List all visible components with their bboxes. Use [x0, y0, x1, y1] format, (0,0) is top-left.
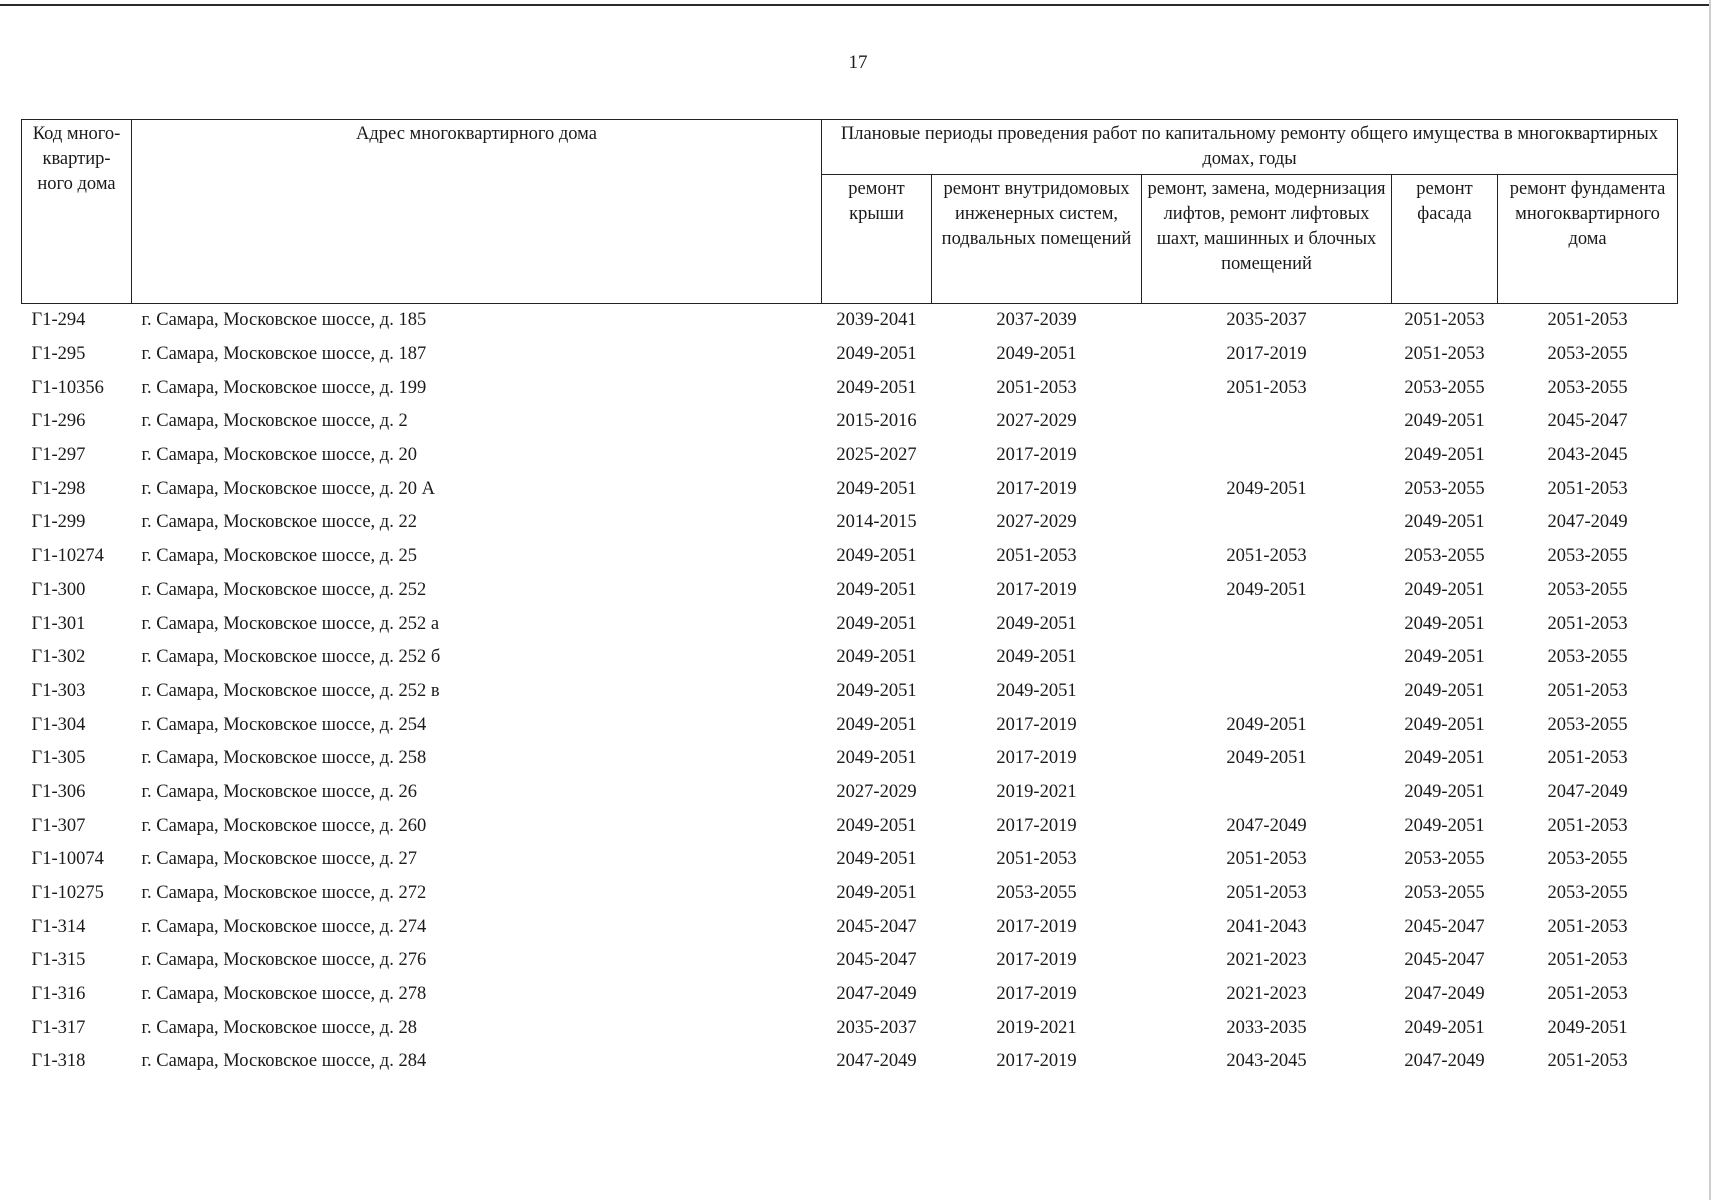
table-row	[22, 675, 1678, 709]
cell-address: г. Самара, Московское шоссе, д. 254	[141, 714, 427, 735]
cell-roof: 2049-2051	[836, 849, 917, 870]
cell-lifts: 2049-2051	[1226, 748, 1307, 769]
cell-roof: 2047-2049	[836, 984, 917, 1005]
cell-systems: 2049-2051	[996, 344, 1077, 365]
cell-roof: 2049-2051	[836, 647, 917, 668]
cell-roof: 2049-2051	[836, 714, 917, 735]
cell-facade: 2053-2055	[1404, 546, 1485, 567]
cell-systems: 2051-2053	[996, 546, 1077, 567]
cell-roof: 2025-2027	[836, 445, 917, 466]
cell-address: г. Самара, Московское шоссе, д. 252 в	[141, 680, 440, 701]
cell-code: Г1-298	[31, 478, 86, 499]
cell-foundation: 2053-2055	[1547, 546, 1628, 567]
cell-systems: 2017-2019	[996, 445, 1077, 466]
cell-address: г. Самара, Московское шоссе, д. 25	[141, 546, 417, 567]
table-row	[22, 809, 1678, 843]
table-row	[22, 877, 1678, 911]
table-row	[22, 776, 1678, 810]
cell-lifts: 2051-2053	[1226, 883, 1307, 904]
cell-lifts: 2051-2053	[1226, 377, 1307, 398]
cell-foundation: 2047-2049	[1547, 512, 1628, 533]
cell-systems: 2027-2029	[996, 411, 1077, 432]
cell-roof: 2049-2051	[836, 815, 917, 836]
cell-facade: 2045-2047	[1404, 950, 1485, 971]
cell-systems: 2017-2019	[996, 984, 1077, 1005]
table-row	[22, 607, 1678, 641]
table-body	[22, 304, 1678, 1079]
cell-facade: 2049-2051	[1404, 714, 1485, 735]
table-row	[22, 405, 1678, 439]
cell-code: Г1-299	[31, 512, 86, 533]
cell-systems: 2037-2039	[996, 310, 1077, 331]
cell-foundation: 2049-2051	[1547, 1017, 1628, 1038]
table-row	[22, 910, 1678, 944]
cell-roof: 2049-2051	[836, 478, 917, 499]
table-row	[22, 708, 1678, 742]
cell-code: Г1-294	[31, 310, 86, 331]
cell-facade: 2047-2049	[1404, 1051, 1485, 1072]
cell-lifts: 2051-2053	[1226, 849, 1307, 870]
cell-code: Г1-302	[31, 647, 86, 668]
cell-address: г. Самара, Московское шоссе, д. 272	[141, 883, 427, 904]
cell-roof: 2045-2047	[836, 950, 917, 971]
cell-lifts: 2043-2045	[1226, 1051, 1307, 1072]
cell-facade: 2049-2051	[1404, 647, 1485, 668]
cell-foundation: 2051-2053	[1547, 815, 1628, 836]
cell-address: г. Самара, Московское шоссе, д. 278	[141, 984, 427, 1005]
cell-code: Г1-304	[31, 714, 86, 735]
cell-foundation: 2053-2055	[1547, 377, 1628, 398]
cell-lifts: 2021-2023	[1226, 984, 1307, 1005]
cell-code: Г1-314	[31, 916, 86, 937]
cell-code: Г1-303	[31, 680, 86, 701]
table-row	[22, 742, 1678, 776]
cell-address: г. Самара, Московское шоссе, д. 199	[141, 377, 427, 398]
cell-facade: 2049-2051	[1404, 680, 1485, 701]
cell-code: Г1-316	[31, 984, 86, 1005]
cell-code: Г1-306	[31, 781, 86, 802]
table-row	[22, 641, 1678, 675]
cell-address: г. Самара, Московское шоссе, д. 276	[141, 950, 427, 971]
cell-roof: 2049-2051	[836, 579, 917, 600]
cell-address: г. Самара, Московское шоссе, д. 252	[141, 579, 427, 600]
cell-foundation: 2053-2055	[1547, 883, 1628, 904]
cell-code: Г1-10274	[31, 546, 104, 567]
cell-facade: 2053-2055	[1404, 377, 1485, 398]
header-systems: ремонт внутридомовых инженерных систем, подвальных помещений	[932, 175, 1142, 304]
cell-code: Г1-296	[31, 411, 86, 432]
cell-systems: 2017-2019	[996, 815, 1077, 836]
cell-foundation: 2053-2055	[1547, 647, 1628, 668]
cell-systems: 2017-2019	[996, 950, 1077, 971]
table-row	[22, 1011, 1678, 1045]
cell-address: г. Самара, Московское шоссе, д. 27	[141, 849, 417, 870]
cell-facade: 2049-2051	[1404, 748, 1485, 769]
cell-facade: 2049-2051	[1404, 411, 1485, 432]
cell-code: Г1-10074	[31, 849, 104, 870]
cell-code: Г1-315	[31, 950, 86, 971]
cell-foundation: 2053-2055	[1547, 849, 1628, 870]
cell-lifts	[1142, 675, 1392, 709]
cell-roof: 2027-2029	[836, 781, 917, 802]
cell-foundation: 2043-2045	[1547, 445, 1628, 466]
cell-address: г. Самара, Московское шоссе, д. 2	[141, 411, 408, 432]
cell-address: г. Самара, Московское шоссе, д. 260	[141, 815, 427, 836]
cell-lifts: 2035-2037	[1226, 310, 1307, 331]
cell-lifts: 2049-2051	[1226, 714, 1307, 735]
repair-schedule-table	[21, 119, 1678, 1079]
header-address: Адрес многоквартирного дома	[132, 120, 822, 304]
cell-roof: 2049-2051	[836, 883, 917, 904]
header-roof: ремонт крыши	[822, 175, 932, 304]
cell-roof: 2049-2051	[836, 344, 917, 365]
cell-foundation: 2051-2053	[1547, 984, 1628, 1005]
cell-foundation: 2053-2055	[1547, 344, 1628, 365]
cell-roof: 2014-2015	[836, 512, 917, 533]
cell-address: г. Самара, Московское шоссе, д. 187	[141, 344, 427, 365]
table-row	[22, 944, 1678, 978]
cell-roof: 2047-2049	[836, 1051, 917, 1072]
cell-lifts	[1142, 506, 1392, 540]
cell-lifts	[1142, 776, 1392, 810]
cell-address: г. Самара, Московское шоссе, д. 274	[141, 916, 427, 937]
cell-systems: 2017-2019	[996, 579, 1077, 600]
table-row	[22, 371, 1678, 405]
header-code: Код много-квартир-ного дома	[22, 120, 132, 304]
cell-roof: 2049-2051	[836, 680, 917, 701]
table-row	[22, 574, 1678, 608]
cell-foundation: 2051-2053	[1547, 1051, 1628, 1072]
cell-lifts	[1142, 607, 1392, 641]
cell-roof: 2039-2041	[836, 310, 917, 331]
cell-facade: 2053-2055	[1404, 883, 1485, 904]
table-row	[22, 304, 1678, 338]
table-row	[22, 978, 1678, 1012]
cell-foundation: 2053-2055	[1547, 579, 1628, 600]
cell-foundation: 2053-2055	[1547, 714, 1628, 735]
cell-roof: 2015-2016	[836, 411, 917, 432]
cell-facade: 2049-2051	[1404, 781, 1485, 802]
cell-address: г. Самара, Московское шоссе, д. 185	[141, 310, 427, 331]
top-rule	[0, 4, 1711, 6]
cell-systems: 2051-2053	[996, 849, 1077, 870]
cell-systems: 2017-2019	[996, 748, 1077, 769]
cell-code: Г1-10275	[31, 883, 104, 904]
header-facade: ремонт фасада	[1392, 175, 1498, 304]
table-row	[22, 439, 1678, 473]
cell-address: г. Самара, Московское шоссе, д. 28	[141, 1017, 417, 1038]
cell-systems: 2017-2019	[996, 1051, 1077, 1072]
table-header	[22, 120, 1678, 304]
cell-address: г. Самара, Московское шоссе, д. 258	[141, 748, 427, 769]
cell-systems: 2053-2055	[996, 883, 1077, 904]
cell-address: г. Самара, Московское шоссе, д. 252 а	[141, 613, 440, 634]
page-number: 17	[848, 52, 868, 73]
cell-lifts: 2021-2023	[1226, 950, 1307, 971]
cell-facade: 2049-2051	[1404, 815, 1485, 836]
cell-lifts: 2041-2043	[1226, 916, 1307, 937]
cell-foundation: 2051-2053	[1547, 748, 1628, 769]
cell-address: г. Самара, Московское шоссе, д. 26	[141, 781, 417, 802]
cell-systems: 2019-2021	[996, 1017, 1077, 1038]
cell-foundation: 2051-2053	[1547, 478, 1628, 499]
cell-facade: 2049-2051	[1404, 579, 1485, 600]
cell-systems: 2017-2019	[996, 916, 1077, 937]
cell-code: Г1-10356	[31, 377, 104, 398]
cell-facade: 2049-2051	[1404, 445, 1485, 466]
cell-facade: 2049-2051	[1404, 1017, 1485, 1038]
table-row	[22, 843, 1678, 877]
cell-systems: 2017-2019	[996, 714, 1077, 735]
cell-foundation: 2051-2053	[1547, 613, 1628, 634]
cell-lifts	[1142, 439, 1392, 473]
table-row	[22, 506, 1678, 540]
cell-code: Г1-305	[31, 748, 86, 769]
table-row	[22, 540, 1678, 574]
cell-facade: 2045-2047	[1404, 916, 1485, 937]
cell-address: г. Самара, Московское шоссе, д. 20	[141, 445, 417, 466]
cell-lifts	[1142, 405, 1392, 439]
cell-systems: 2049-2051	[996, 647, 1077, 668]
cell-roof: 2035-2037	[836, 1017, 917, 1038]
cell-foundation: 2051-2053	[1547, 950, 1628, 971]
cell-code: Г1-317	[31, 1017, 86, 1038]
cell-systems: 2051-2053	[996, 377, 1077, 398]
cell-lifts	[1142, 641, 1392, 675]
cell-facade: 2053-2055	[1404, 478, 1485, 499]
cell-code: Г1-318	[31, 1051, 86, 1072]
cell-lifts: 2017-2019	[1226, 344, 1307, 365]
cell-systems: 2049-2051	[996, 680, 1077, 701]
cell-lifts: 2049-2051	[1226, 478, 1307, 499]
cell-systems: 2017-2019	[996, 478, 1077, 499]
cell-foundation: 2051-2053	[1547, 916, 1628, 937]
cell-facade: 2051-2053	[1404, 310, 1485, 331]
cell-address: г. Самара, Московское шоссе, д. 284	[141, 1051, 427, 1072]
cell-lifts: 2049-2051	[1226, 579, 1307, 600]
cell-address: г. Самара, Московское шоссе, д. 20 А	[141, 478, 435, 499]
cell-address: г. Самара, Московское шоссе, д. 22	[141, 512, 417, 533]
cell-facade: 2053-2055	[1404, 849, 1485, 870]
cell-systems: 2019-2021	[996, 781, 1077, 802]
cell-lifts: 2047-2049	[1226, 815, 1307, 836]
cell-facade: 2051-2053	[1404, 344, 1485, 365]
header-foundation: ремонт фундамента многоквартирного дома	[1498, 175, 1678, 304]
header-lifts: ремонт, замена, модернизация лифтов, ремонт лифтовых шахт, машинных и блочных помещений	[1142, 175, 1392, 304]
cell-code: Г1-301	[31, 613, 86, 634]
table-row	[22, 1045, 1678, 1079]
cell-systems: 2027-2029	[996, 512, 1077, 533]
cell-roof: 2045-2047	[836, 916, 917, 937]
cell-facade: 2049-2051	[1404, 613, 1485, 634]
cell-facade: 2049-2051	[1404, 512, 1485, 533]
cell-foundation: 2047-2049	[1547, 781, 1628, 802]
cell-systems: 2049-2051	[996, 613, 1077, 634]
cell-roof: 2049-2051	[836, 748, 917, 769]
cell-code: Г1-295	[31, 344, 86, 365]
cell-code: Г1-300	[31, 579, 86, 600]
cell-foundation: 2051-2053	[1547, 680, 1628, 701]
table-row	[22, 472, 1678, 506]
cell-facade: 2047-2049	[1404, 984, 1485, 1005]
header-periods: Плановые периоды проведения работ по капитальному ремонту общего имущества в многоквартирных домах, годы	[822, 120, 1678, 175]
cell-address: г. Самара, Московское шоссе, д. 252 б	[141, 647, 441, 668]
cell-code: Г1-307	[31, 815, 86, 836]
cell-roof: 2049-2051	[836, 377, 917, 398]
cell-foundation: 2045-2047	[1547, 411, 1628, 432]
table-row	[22, 338, 1678, 372]
cell-roof: 2049-2051	[836, 546, 917, 567]
cell-roof: 2049-2051	[836, 613, 917, 634]
cell-foundation: 2051-2053	[1547, 310, 1628, 331]
cell-lifts: 2051-2053	[1226, 546, 1307, 567]
cell-code: Г1-297	[31, 445, 86, 466]
cell-lifts: 2033-2035	[1226, 1017, 1307, 1038]
